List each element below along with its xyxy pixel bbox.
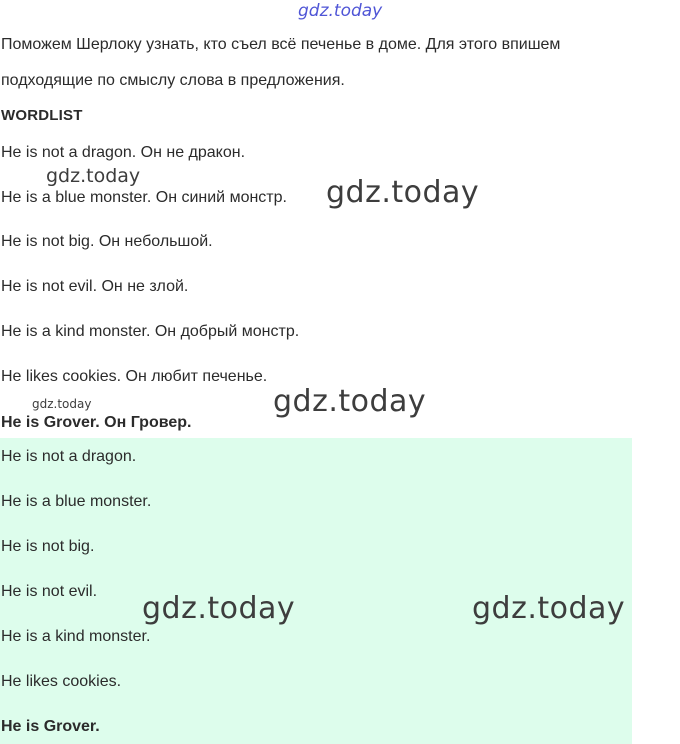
answer-line-7: He is Grover. [1,718,100,735]
watermark-small-1: gdz.today [46,165,141,187]
answer-line-4: He is not evil. [1,583,98,600]
answer-line-5: He is a kind monster. [1,628,151,645]
intro-line-1: Поможем Шерлоку узнать, кто съел всё печенье в доме. Для этого впишем [1,36,561,53]
intro-line-2: подходящие по смыслу слова в предложения. [1,72,345,89]
translation-line-1: He is not a dragon. Он не дракон. [1,144,246,161]
translation-line-6: He likes cookies. Он любит печенье. [1,368,268,385]
watermark-large-1: gdz.today [326,175,480,210]
answer-line-1: He is not a dragon. [1,448,137,465]
watermark-large-3: gdz.today [142,591,296,626]
watermark-top: gdz.today [298,1,383,21]
watermark-large-4: gdz.today [472,591,626,626]
translation-line-3: He is not big. Он небольшой. [1,233,213,250]
answer-line-2: He is a blue monster. [1,493,152,510]
answer-line-3: He is not big. [1,538,95,555]
translation-line-2: He is a blue monster. Он синий монстр. [1,189,287,206]
translation-line-5: He is a kind monster. Он добрый монстр. [1,323,300,340]
watermark-large-2: gdz.today [273,384,427,419]
translation-line-4: He is not evil. Он не злой. [1,278,189,295]
watermark-tiny: gdz.today [32,397,92,411]
answer-line-6: He likes cookies. [1,673,122,690]
wordlist-heading: WORDLIST [1,107,83,124]
translation-line-7: He is Grover. Он Гровер. [1,414,192,431]
